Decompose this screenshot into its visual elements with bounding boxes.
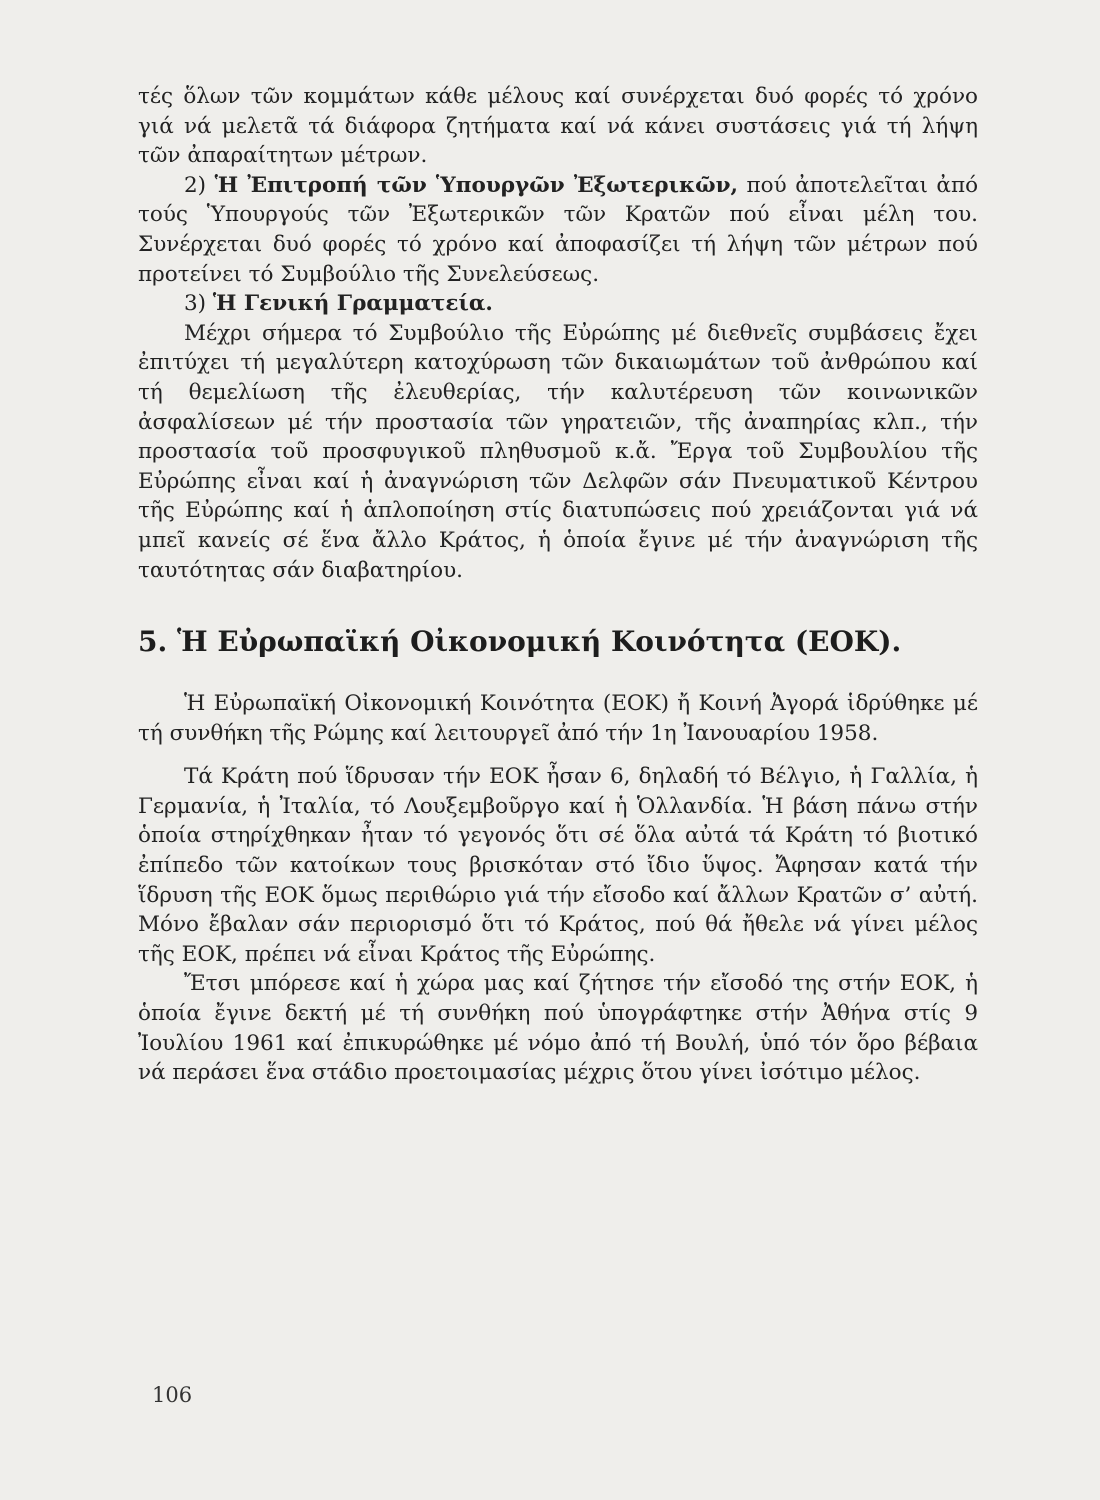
- paragraph-6: [138, 762, 978, 969]
- paragraph-5: [138, 689, 978, 748]
- page-number: 106: [152, 1383, 193, 1407]
- paragraph-2: [138, 171, 978, 289]
- paragraph-7: [138, 969, 978, 1087]
- paragraph-1: [138, 82, 978, 171]
- page-body: [138, 82, 978, 1088]
- paragraph-1-text: τές ὅλων τῶν κομμάτων κάθε μέλους καί συνέρχεται δυό φορές τό χρόνο γιά νά μελετᾶ τά διάφορα ζητήματα καί νά κάνει συστάσεις γιά τή λήψη τῶν ἀπαραίτητων μέτρων.: [138, 84, 978, 169]
- paragraph-2-rest: πού ἀποτελεῖται ἀπό τούς Ὑπουργούς τῶν Ἐξωτερικῶν τῶν Κρατῶν πού εἶναι μέλη του. Συνέρχεται δυό φορές τό χρόνο καί ἀποφασίζει τή λήψη τῶν μέτρων πού προτείνει τό Συμβούλιο τῆς Συνελεύσεως.: [138, 172, 979, 287]
- paragraph-6-text: Τά Κράτη πού ἵδρυσαν τήν ΕΟΚ ἦσαν 6, δηλαδή τό Βέλγιο, ἡ Γαλλία, ἡ Γερμανία, ἡ Ἰταλία, τό Λουξεμβοῦργο καί ἡ Ὁλλανδία. Ἡ βάση πάνω στήν ὁποία στηρίχθηκαν ἦταν τό γεγονός ὅτι σέ ὅλα αὐτά τά Κράτη τό βιοτικό ἐπίπεδο τῶν κατοίκων τους βρισκόταν στό ἴδιο ὕψος. Ἄφησαν κατά τήν ἵδρυση τῆς ΕΟΚ ὅμως περιθώριο γιά τήν εἴσοδο καί ἄλλων Κρατῶν σ’ αὐτή. Μόνο ἔβαλαν σάν περιορισμό ὅτι τό Κράτος, πού θά ἤθελε νά γίνει μέλος τῆς ΕΟΚ, πρέπει νά εἶναι Κράτος τῆς Εὐρώπης.: [138, 764, 978, 967]
- paragraph-7-text: Ἔτσι μπόρεσε καί ἡ χώρα μας καί ζήτησε τήν εἴσοδό της στήν ΕΟΚ, ἡ ὁποία ἔγινε δεκτή μέ τή συνθήκη πού ὑπογράφτηκε στήν Ἀθήνα στίς 9 Ἰουλίου 1961 καί ἐπικυρώθηκε μέ νόμο ἀπό τή Βουλή, ὑπό τόν ὅρο βέβαια νά περάσει ἕνα στάδιο προετοιμασίας μέχρις ὅτου γίνει ἰσότιμο μέλος.: [138, 971, 978, 1086]
- section-heading: 5. Ἡ Εὐρωπαϊκή Οἰκονομική Κοινότητα (ΕΟΚ).: [138, 625, 902, 659]
- paragraph-2-prefix: 2): [184, 172, 215, 198]
- paragraph-4: [138, 319, 978, 585]
- paragraph-3-prefix: 3): [184, 291, 213, 317]
- paragraph-3: [138, 289, 978, 319]
- paragraph-3-bold-term: Ἡ Γενική Γραμματεία.: [212, 291, 493, 317]
- paragraph-5-text: Ἡ Εὐρωπαϊκή Οἰκονομική Κοινότητα (ΕΟΚ) ἤ Κοινή Ἀγορά ἱδρύθηκε μέ τή συνθήκη τῆς Ρώμης καί λειτουργεῖ ἀπό τήν 1η Ἰανουαρίου 1958.: [138, 691, 978, 746]
- paragraph-4-text: Μέχρι σήμερα τό Συμβούλιο τῆς Εὐρώπης μέ διεθνεῖς συμβάσεις ἔχει ἐπιτύχει τή μεγαλύτερη κατοχύρωση τῶν δικαιωμάτων τοῦ ἀνθρώπου καί τή θεμελίωση τῆς ἐλευθερίας, τήν καλυτέρευση τῶν κοινωνικῶν ἀσφαλίσεων μέ τήν προστασία τῶν γηρατειῶν, τῆς ἀναπηρίας κλπ., τήν προστασία τοῦ προσφυγικοῦ πληθυσμοῦ κ.ἄ. Ἔργα τοῦ Συμβουλίου τῆς Εὐρώπης εἶναι καί ἡ ἀναγνώριση τῶν Δελφῶν σάν Πνευματικοῦ Κέντρου τῆς Εὐρώπης καί ἡ ἁπλοποίηση στίς διατυπώσεις πού χρειάζονται γιά νά μπεῖ κανείς σέ ἕνα ἄλλο Κράτος, ἡ ὁποία ἔγινε μέ τήν ἀναγνώριση τῆς ταυτότητας σάν διαβατηρίου.: [138, 320, 978, 583]
- paragraph-2-bold-term: Ἡ Ἐπιτροπή τῶν Ὑπουργῶν Ἐξωτερικῶν,: [214, 172, 738, 198]
